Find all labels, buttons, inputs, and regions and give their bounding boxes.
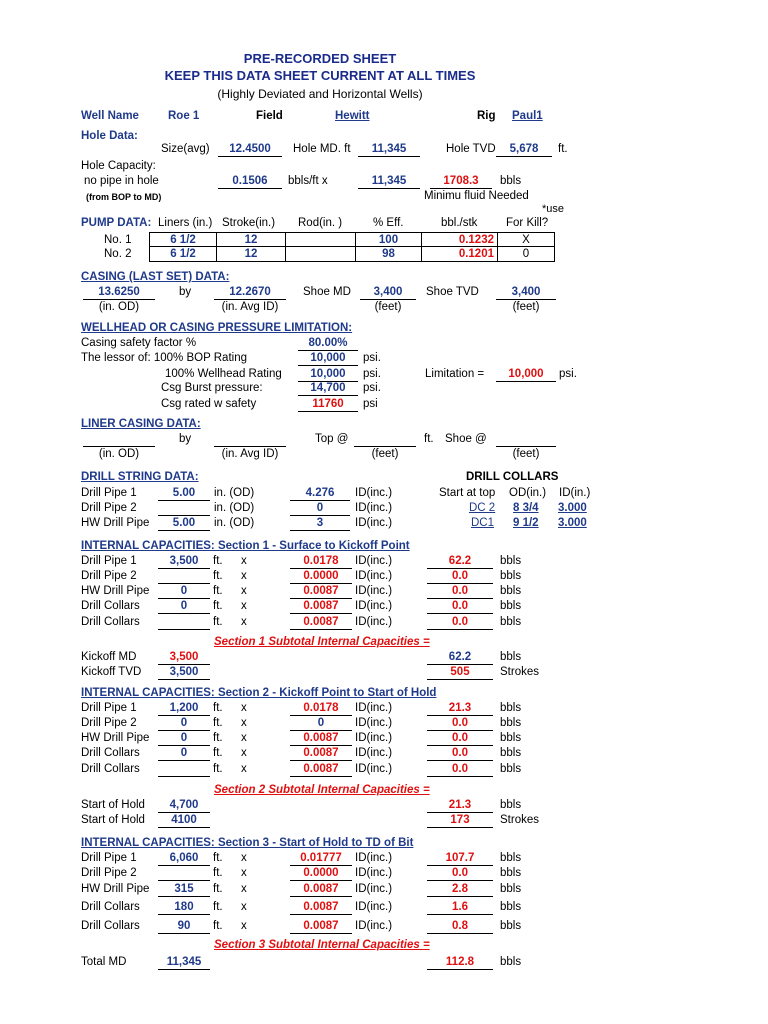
unit-bbls: bbls bbox=[500, 600, 522, 612]
pump-data-heading: PUMP DATA: bbox=[81, 217, 152, 229]
liner-top-label: Top @ bbox=[315, 433, 349, 445]
row-length[interactable]: 0 bbox=[180, 747, 188, 759]
collar-1-name[interactable]: DC 2 bbox=[469, 502, 496, 514]
unit-bbls: bbls bbox=[500, 867, 522, 879]
hold-md-value[interactable]: 4,700 bbox=[169, 799, 199, 811]
pump-2-label: No. 2 bbox=[104, 248, 132, 260]
casing-od-value[interactable]: 13.6250 bbox=[98, 286, 140, 298]
row-length[interactable]: 0 bbox=[180, 600, 188, 612]
unit-ft: ft. bbox=[213, 616, 223, 628]
pump-1-eff[interactable]: 100 bbox=[378, 234, 399, 246]
burst-unit: psi. bbox=[363, 382, 381, 394]
unit-bbls: bbls bbox=[500, 920, 522, 932]
hole-volume-unit: bbls bbox=[500, 175, 522, 187]
table-row-label: HW Drill Pipe bbox=[81, 883, 150, 895]
row-capacity: 0 bbox=[317, 717, 325, 729]
total-md-value[interactable]: 11,345 bbox=[166, 956, 202, 968]
ds-row-3-od[interactable]: 5.00 bbox=[172, 517, 196, 529]
unit-bbls: bbls bbox=[500, 763, 522, 775]
ds-row-2-od-unit: in. (OD) bbox=[214, 502, 255, 514]
section-1-strokes: 505 bbox=[450, 666, 470, 678]
burst-value[interactable]: 14,700 bbox=[310, 382, 346, 394]
shoe-tvd-value[interactable]: 3,400 bbox=[511, 286, 541, 298]
unit-x: x bbox=[241, 920, 247, 932]
unit-ft: ft. bbox=[213, 732, 223, 744]
kill-header: For Kill? bbox=[506, 217, 549, 229]
hole-size-label: Size(avg) bbox=[161, 143, 210, 155]
unit-bbls: bbls bbox=[500, 702, 522, 714]
unit-bbls: bbls bbox=[500, 585, 522, 597]
row-capacity: 0.0087 bbox=[303, 747, 339, 759]
row-capacity: 0.0087 bbox=[303, 920, 339, 932]
unit-x: x bbox=[241, 702, 247, 714]
ds-row-1-od-unit: in. (OD) bbox=[214, 487, 255, 499]
unit-id: ID(inc.) bbox=[355, 570, 393, 582]
wellhead-heading: WELLHEAD OR CASING PRESSURE LIMITATION: bbox=[81, 322, 353, 334]
row-length[interactable]: 0 bbox=[180, 585, 188, 597]
use-label: *use bbox=[542, 203, 565, 215]
table-row-label: Drill Collars bbox=[81, 920, 140, 932]
collar-id-header: ID(in.) bbox=[559, 487, 591, 499]
liner-top-caption: (feet) bbox=[371, 448, 399, 460]
liners-header: Liners (in.) bbox=[158, 217, 213, 229]
liner-ft: ft. bbox=[424, 433, 434, 445]
unit-bbls: bbls bbox=[500, 747, 522, 759]
row-length[interactable]: 90 bbox=[177, 920, 191, 932]
row-volume: 2.8 bbox=[452, 883, 468, 895]
total-md-label: Total MD bbox=[81, 956, 127, 968]
drill-collars-heading: DRILL COLLARS bbox=[466, 471, 559, 483]
ds-row-1-id-unit: ID(inc.) bbox=[355, 487, 393, 499]
casing-id-value[interactable]: 12.2670 bbox=[229, 286, 271, 298]
collar-2-od[interactable]: 9 1/2 bbox=[513, 517, 539, 529]
rod-header: Rod(in. ) bbox=[298, 217, 343, 229]
liner-od-caption: (in. OD) bbox=[98, 448, 140, 460]
shoe-md-value[interactable]: 3,400 bbox=[373, 286, 403, 298]
ds-row-2-id-unit: ID(inc.) bbox=[355, 502, 393, 514]
sheet-title: PRE-RECORDED SHEET bbox=[243, 51, 397, 66]
field-label: Field bbox=[256, 110, 283, 122]
rated-value: 11760 bbox=[312, 398, 344, 410]
bop-label: The lessor of: 100% BOP Rating bbox=[81, 352, 247, 364]
table-row-label: HW Drill Pipe bbox=[81, 732, 150, 744]
unit-bbls: bbls bbox=[500, 717, 522, 729]
row-volume: 0.0 bbox=[452, 616, 468, 628]
row-volume: 21.3 bbox=[448, 702, 472, 714]
shoe-tvd-label: Shoe TVD bbox=[426, 286, 479, 298]
unit-bbls: bbls bbox=[500, 956, 522, 968]
ds-row-1-label: Drill Pipe 1 bbox=[81, 487, 137, 499]
collar-1-id[interactable]: 3.000 bbox=[558, 502, 587, 514]
ds-row-3-label: HW Drill Pipe bbox=[81, 517, 150, 529]
section-3-subtotal-bbls: 112.8 bbox=[445, 956, 475, 968]
bop-unit: psi. bbox=[363, 352, 381, 364]
unit-bbls: bbls bbox=[500, 732, 522, 744]
unit-ft: ft. bbox=[213, 920, 223, 932]
row-volume: 1.6 bbox=[452, 901, 468, 913]
unit-ft: ft. bbox=[213, 867, 223, 879]
row-volume: 0.0 bbox=[452, 867, 468, 879]
min-fluid-label: Minimu fluid Needed bbox=[424, 190, 529, 202]
table-row-label: Drill Collars bbox=[81, 600, 140, 612]
table-row-label: Drill Collars bbox=[81, 901, 140, 913]
unit-x: x bbox=[241, 883, 247, 895]
wellhead-value[interactable]: 10,000 bbox=[310, 368, 346, 380]
safety-label: Casing safety factor % bbox=[81, 337, 197, 349]
well-name-value[interactable]: Roe 1 bbox=[168, 110, 200, 122]
row-length[interactable]: 0 bbox=[180, 717, 188, 729]
hole-data-heading: Hole Data: bbox=[81, 130, 138, 142]
no-pipe-label: no pipe in hole bbox=[84, 175, 159, 187]
unit-id: ID(inc.) bbox=[355, 616, 393, 628]
unit-bbls: bbls bbox=[500, 901, 522, 913]
unit-ft: ft. bbox=[213, 901, 223, 913]
hole-capacity-unit: bbls/ft x bbox=[288, 175, 328, 187]
collar-start-header: Start at top bbox=[439, 487, 496, 499]
ds-row-1-id[interactable]: 4.276 bbox=[305, 487, 335, 499]
unit-strokes: Strokes bbox=[500, 666, 539, 678]
casing-id-caption: (in. Avg ID) bbox=[221, 301, 279, 313]
limitation-label: Limitation = bbox=[425, 368, 485, 380]
hole-tvd-unit: ft. bbox=[558, 143, 568, 155]
unit-id: ID(inc.) bbox=[355, 702, 393, 714]
field-value[interactable]: Hewitt bbox=[335, 110, 370, 122]
table-row-label: Drill Collars bbox=[81, 616, 140, 628]
unit-ft: ft. bbox=[213, 585, 223, 597]
hole-capacity-value: 0.1506 bbox=[232, 175, 268, 187]
safety-value[interactable]: 80.00% bbox=[308, 337, 348, 349]
unit-ft: ft. bbox=[213, 702, 223, 714]
liner-heading: LINER CASING DATA: bbox=[81, 418, 201, 430]
unit-id: ID(inc.) bbox=[355, 867, 393, 879]
table-row-label: Drill Pipe 2 bbox=[81, 867, 137, 879]
unit-ft: ft. bbox=[213, 763, 223, 775]
table-row-label: Drill Pipe 1 bbox=[81, 702, 137, 714]
pump-1-kill[interactable]: X bbox=[522, 234, 530, 246]
liner-id-caption: (in. Avg ID) bbox=[221, 448, 279, 460]
pump-1-stroke[interactable]: 12 bbox=[244, 234, 258, 246]
shoe-md-caption: (feet) bbox=[374, 301, 402, 313]
unit-strokes: Strokes bbox=[500, 814, 539, 826]
unit-id: ID(inc.) bbox=[355, 555, 393, 567]
unit-x: x bbox=[241, 747, 247, 759]
burst-label: Csg Burst pressure: bbox=[161, 382, 263, 394]
rig-value[interactable]: Paul1 bbox=[512, 110, 543, 122]
ds-row-2-label: Drill Pipe 2 bbox=[81, 502, 137, 514]
ds-row-2-id[interactable]: 0 bbox=[316, 502, 324, 514]
unit-id: ID(inc.) bbox=[355, 717, 393, 729]
unit-id: ID(inc.) bbox=[355, 732, 393, 744]
row-length[interactable]: 6,060 bbox=[169, 852, 199, 864]
hole-tvd-label: Hole TVD bbox=[446, 143, 496, 155]
unit-x: x bbox=[241, 616, 247, 628]
unit-ft: ft. bbox=[213, 717, 223, 729]
unit-bbls: bbls bbox=[500, 883, 522, 895]
liner-shoe-caption: (feet) bbox=[512, 448, 540, 460]
row-capacity: 0.0178 bbox=[303, 702, 339, 714]
row-length[interactable]: 180 bbox=[174, 901, 194, 913]
unit-bbls: bbls bbox=[500, 555, 522, 567]
pump-2-kill[interactable]: 0 bbox=[522, 248, 530, 260]
hole-volume-value: 1708.3 bbox=[443, 175, 479, 187]
table-row-label: Drill Collars bbox=[81, 747, 140, 759]
unit-bbls: bbls bbox=[500, 651, 522, 663]
row-length[interactable]: 315 bbox=[174, 883, 194, 895]
shoe-tvd-caption: (feet) bbox=[512, 301, 540, 313]
rated-label: Csg rated w safety bbox=[161, 398, 257, 410]
row-volume: 62.2 bbox=[448, 555, 472, 567]
rig-label: Rig bbox=[477, 110, 496, 122]
sheet-subtitle: KEEP THIS DATA SHEET CURRENT AT ALL TIMES bbox=[164, 68, 476, 83]
table-row-label: Drill Pipe 2 bbox=[81, 717, 137, 729]
collar-od-header: OD(in.) bbox=[509, 487, 547, 499]
bop-value[interactable]: 10,000 bbox=[310, 352, 346, 364]
unit-id: ID(inc.) bbox=[355, 901, 393, 913]
row-volume: 0.0 bbox=[452, 585, 468, 597]
row-length[interactable]: 3,500 bbox=[169, 555, 199, 567]
limitation-value: 10,000 bbox=[508, 368, 544, 380]
unit-ft: ft. bbox=[213, 570, 223, 582]
unit-x: x bbox=[241, 763, 247, 775]
hole-tvd-value[interactable]: 5,678 bbox=[509, 143, 539, 155]
unit-bbls: bbls bbox=[500, 570, 522, 582]
unit-x: x bbox=[241, 901, 247, 913]
row-capacity: 0.0178 bbox=[303, 555, 339, 567]
bbl-header: bbl./stk bbox=[441, 217, 478, 229]
liner-shoe-label: Shoe @ bbox=[445, 433, 487, 445]
section-2-subtotal-label: Section 2 Subtotal Internal Capacities = bbox=[214, 784, 430, 796]
section-3-subtotal-label: Section 3 Subtotal Internal Capacities = bbox=[214, 939, 430, 951]
row-capacity: 0.0087 bbox=[303, 883, 339, 895]
wellhead-unit: psi. bbox=[363, 368, 381, 380]
collar-1-od[interactable]: 8 3/4 bbox=[513, 502, 539, 514]
ds-row-3-id[interactable]: 3 bbox=[316, 517, 324, 529]
row-capacity: 0.0000 bbox=[303, 867, 339, 879]
section-1-subtotal-label: Section 1 Subtotal Internal Capacities = bbox=[214, 636, 430, 648]
limitation-unit: psi. bbox=[559, 368, 577, 380]
row-length[interactable]: 0 bbox=[180, 732, 188, 744]
row-capacity: 0.0087 bbox=[303, 600, 339, 612]
pump-2-eff[interactable]: 98 bbox=[382, 248, 395, 260]
table-row-label: Drill Pipe 2 bbox=[81, 570, 137, 582]
wellhead-label: 100% Wellhead Rating bbox=[165, 368, 282, 380]
pump-2-liner[interactable]: 6 1/2 bbox=[170, 248, 196, 260]
kickoff-md-value: 3,500 bbox=[169, 651, 199, 663]
row-length[interactable]: 1,200 bbox=[169, 702, 199, 714]
unit-ft: ft. bbox=[213, 852, 223, 864]
shoe-md-label: Shoe MD bbox=[303, 286, 351, 298]
row-capacity: 0.0000 bbox=[303, 570, 339, 582]
table-row-label: Drill Pipe 1 bbox=[81, 852, 137, 864]
unit-bbls: bbls bbox=[500, 852, 522, 864]
kickoff-tvd-label: Kickoff TVD bbox=[81, 666, 142, 678]
unit-ft: ft. bbox=[213, 600, 223, 612]
hole-capacity-label: Hole Capacity: bbox=[81, 160, 156, 172]
stroke-header: Stroke(in.) bbox=[222, 217, 276, 229]
row-volume: 107.7 bbox=[445, 852, 475, 864]
table-row-label: Drill Collars bbox=[81, 763, 140, 775]
row-volume: 0.0 bbox=[452, 747, 468, 759]
section-2-strokes: 173 bbox=[450, 814, 470, 826]
hold-tvd-label: Start of Hold bbox=[81, 814, 145, 826]
collar-2-id[interactable]: 3.000 bbox=[558, 517, 587, 529]
row-volume: 0.0 bbox=[452, 732, 468, 744]
unit-bbls: bbls bbox=[500, 799, 522, 811]
section-1-subtotal-bbls: 62.2 bbox=[448, 651, 472, 663]
row-capacity: 0.0087 bbox=[303, 616, 339, 628]
unit-id: ID(inc.) bbox=[355, 883, 393, 895]
pump-2-bbl: 0.1201 bbox=[458, 248, 494, 260]
ds-row-3-od-unit: in. (OD) bbox=[214, 517, 255, 529]
row-volume: 0.0 bbox=[452, 570, 468, 582]
kickoff-md-label: Kickoff MD bbox=[81, 651, 137, 663]
drill-string-heading: DRILL STRING DATA: bbox=[81, 471, 199, 483]
table-row-label: Drill Pipe 1 bbox=[81, 555, 137, 567]
row-volume: 0.0 bbox=[452, 600, 468, 612]
unit-x: x bbox=[241, 852, 247, 864]
pump-1-label: No. 1 bbox=[104, 234, 132, 246]
ds-row-3-id-unit: ID(inc.) bbox=[355, 517, 393, 529]
section-1-heading: INTERNAL CAPACITIES: Section 1 - Surface to Kickoff Point bbox=[81, 540, 410, 552]
row-capacity: 0.01777 bbox=[300, 852, 342, 864]
section-2-subtotal-bbls: 21.3 bbox=[448, 799, 472, 811]
casing-heading: CASING (LAST SET) DATA: bbox=[81, 271, 230, 283]
unit-ft: ft. bbox=[213, 747, 223, 759]
unit-id: ID(inc.) bbox=[355, 747, 393, 759]
unit-id: ID(inc.) bbox=[355, 585, 393, 597]
pump-1-liner[interactable]: 6 1/2 bbox=[170, 234, 196, 246]
casing-od-caption: (in. OD) bbox=[98, 301, 140, 313]
unit-ft: ft. bbox=[213, 883, 223, 895]
hold-tvd-value[interactable]: 4100 bbox=[171, 814, 197, 826]
unit-id: ID(inc.) bbox=[355, 852, 393, 864]
casing-by: by bbox=[179, 286, 192, 298]
hole-md-value[interactable]: 11,345 bbox=[371, 143, 407, 155]
pump-2-stroke[interactable]: 12 bbox=[244, 248, 258, 260]
row-capacity: 0.0087 bbox=[303, 763, 339, 775]
hole-md-copy: 11,345 bbox=[371, 175, 407, 187]
from-bop-label: (from BOP to MD) bbox=[86, 192, 162, 202]
section-2-heading: INTERNAL CAPACITIES: Section 2 - Kickoff Point to Start of Hold bbox=[81, 687, 437, 699]
unit-ft: ft. bbox=[213, 555, 223, 567]
unit-x: x bbox=[241, 555, 247, 567]
liner-by: by bbox=[179, 433, 192, 445]
unit-bbls: bbls bbox=[500, 616, 522, 628]
eff-header: % Eff. bbox=[373, 217, 404, 229]
section-3-heading: INTERNAL CAPACITIES: Section 3 - Start of Hold to TD of Bit bbox=[81, 837, 414, 849]
rated-unit: psi bbox=[363, 398, 378, 410]
hole-md-label: Hole MD. ft bbox=[293, 143, 351, 155]
unit-x: x bbox=[241, 600, 247, 612]
unit-x: x bbox=[241, 867, 247, 879]
sheet-note: (Highly Deviated and Horizontal Wells) bbox=[217, 87, 423, 101]
row-capacity: 0.0087 bbox=[303, 901, 339, 913]
kickoff-tvd-value[interactable]: 3,500 bbox=[169, 666, 199, 678]
hold-md-label: Start of Hold bbox=[81, 799, 145, 811]
well-name-label: Well Name bbox=[81, 110, 139, 122]
unit-id: ID(inc.) bbox=[355, 600, 393, 612]
unit-x: x bbox=[241, 717, 247, 729]
row-capacity: 0.0087 bbox=[303, 585, 339, 597]
unit-x: x bbox=[241, 732, 247, 744]
pump-1-bbl: 0.1232 bbox=[458, 234, 494, 246]
collar-2-name[interactable]: DC1 bbox=[471, 517, 495, 529]
row-capacity: 0.0087 bbox=[303, 732, 339, 744]
table-row-label: HW Drill Pipe bbox=[81, 585, 150, 597]
hole-size-value[interactable]: 12.4500 bbox=[229, 143, 271, 155]
unit-x: x bbox=[241, 570, 247, 582]
unit-id: ID(inc.) bbox=[355, 763, 393, 775]
ds-row-1-od[interactable]: 5.00 bbox=[172, 487, 196, 499]
row-volume: 0.0 bbox=[452, 763, 468, 775]
row-volume: 0.0 bbox=[452, 717, 468, 729]
unit-x: x bbox=[241, 585, 247, 597]
unit-id: ID(inc.) bbox=[355, 920, 393, 932]
row-volume: 0.8 bbox=[452, 920, 468, 932]
